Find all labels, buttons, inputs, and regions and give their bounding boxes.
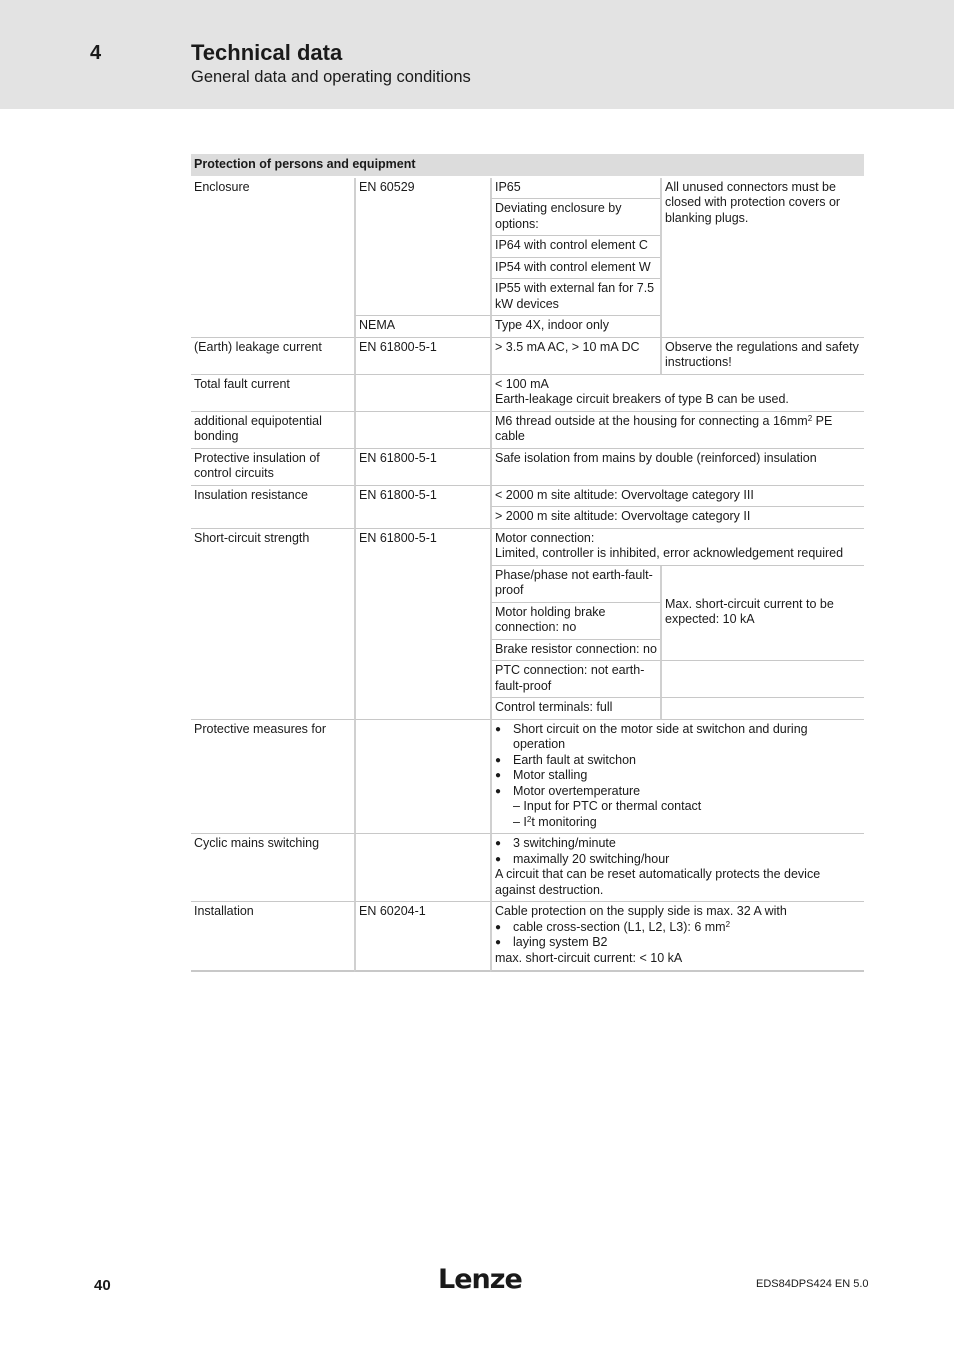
shortcircuit-resistor: Brake resistor connection: no <box>490 640 660 662</box>
measures-sub-1: – Input for PTC or thermal contact <box>513 799 702 813</box>
lenze-logo: Lenze <box>438 1264 522 1295</box>
measures-list <box>495 722 861 800</box>
insulation-label: Protective insulation of control circuits <box>191 449 354 486</box>
resistance-standard: EN 61800-5-1 <box>354 486 490 529</box>
leakage-value: > 3.5 mA AC, > 10 mA DC <box>490 338 660 375</box>
enclosure-label: Enclosure <box>191 178 354 338</box>
protection-table <box>191 154 864 972</box>
enclosure-standard: EN 60529 <box>354 178 490 317</box>
table-title: Protection of persons and equipment <box>191 154 864 178</box>
shortcircuit-motor <box>490 529 864 566</box>
cyclic-value <box>490 834 864 902</box>
bonding-text-b: PE cable <box>495 413 833 443</box>
installation-line-2: max. short-circuit current: < 10 kA <box>495 950 683 965</box>
chapter-title: Technical data <box>191 40 343 65</box>
list-item: ● Motor stalling <box>495 768 861 784</box>
fault-line-1: < 100 mA <box>495 376 549 391</box>
shortcircuit-phase: Phase/phase not earth-fault-proof <box>490 566 660 603</box>
list-item: ● Earth fault at switchon <box>495 753 861 769</box>
enclosure-ip65: IP65 <box>490 178 660 200</box>
resistance-label: Insulation resistance <box>191 486 354 529</box>
chapter-number: 4 <box>90 42 102 64</box>
resistance-row-2: > 2000 m site altitude: Overvoltage category II <box>490 507 864 529</box>
list-item: ● 3 switching/minute <box>495 836 861 852</box>
document-id: EDS84DPS424 EN 5.0 <box>756 1278 869 1290</box>
fault-value <box>490 375 864 412</box>
fault-label: Total fault current <box>191 375 354 412</box>
leakage-standard: EN 61800-5-1 <box>354 338 490 375</box>
enclosure-standard-nema: NEMA <box>354 316 490 338</box>
list-item: ● laying system B2 <box>495 935 861 951</box>
bonding-standard <box>354 412 490 449</box>
chapter-subtitle: General data and operating conditions <box>191 68 471 86</box>
cyclic-list <box>495 836 861 867</box>
enclosure-ip64: IP64 with control element C <box>490 236 660 258</box>
cyclic-standard <box>354 834 490 902</box>
measures-standard <box>354 720 490 835</box>
measures-label: Protective measures for <box>191 720 354 835</box>
installation-value <box>490 902 864 972</box>
enclosure-type4x: Type 4X, indoor only <box>490 316 660 338</box>
installation-item-1-a: cable cross-section (L1, L2, L3): 6 mm <box>513 919 726 934</box>
shortcircuit-control: Control terminals: full <box>490 698 660 720</box>
measures-sub-2 <box>495 815 861 831</box>
installation-line-1: Cable protection on the supply side is max. 32 A with <box>495 904 787 918</box>
installation-standard: EN 60204-1 <box>354 902 490 972</box>
measures-sub-2-b: t monitoring <box>531 814 597 829</box>
insulation-standard: EN 61800-5-1 <box>354 449 490 486</box>
bonding-value <box>490 412 864 449</box>
shortcircuit-ptc-note <box>660 661 864 698</box>
measures-sub-2-a: – I <box>513 814 527 829</box>
leakage-note: Observe the regulations and safety instructions! <box>660 338 864 375</box>
installation-list <box>495 920 861 951</box>
shortcircuit-motor-line-1: Motor connection: <box>495 530 595 545</box>
insulation-value: Safe isolation from mains by double (reinforced) insulation <box>490 449 864 486</box>
enclosure-ip54: IP54 with control element W <box>490 258 660 280</box>
shortcircuit-standard: EN 61800-5-1 <box>354 529 490 720</box>
bonding-label: additional equipotential bonding <box>191 412 354 449</box>
shortcircuit-label: Short-circuit strength <box>191 529 354 720</box>
shortcircuit-max-current: Max. short-circuit current to be expected: 10 kA <box>660 566 864 662</box>
enclosure-note: All unused connectors must be closed with protection covers or blanking plugs. <box>660 178 864 338</box>
page-header <box>0 0 954 109</box>
bonding-sup: 2 <box>807 413 813 423</box>
fault-line-2: Earth-leakage circuit breakers of type B can be used. <box>495 392 789 406</box>
measures-sub-2-sup: 2 <box>526 814 532 824</box>
fault-standard <box>354 375 490 412</box>
shortcircuit-ptc: PTC connection: not earth-fault-proof <box>490 661 660 698</box>
list-item: ● Short circuit on the motor side at switchon and during operation <box>495 722 861 753</box>
measures-value <box>490 720 864 835</box>
enclosure-deviating: Deviating enclosure by options: <box>490 199 660 236</box>
installation-item-1-sup: 2 <box>725 919 731 929</box>
shortcircuit-control-note <box>660 698 864 720</box>
shortcircuit-brake: Motor holding brake connection: no <box>490 603 660 640</box>
resistance-row-1: < 2000 m site altitude: Overvoltage category III <box>490 486 864 508</box>
list-item <box>495 920 861 936</box>
leakage-label: (Earth) leakage current <box>191 338 354 375</box>
page-number: 40 <box>94 1277 111 1294</box>
list-item: ● Motor overtemperature <box>495 784 861 800</box>
shortcircuit-motor-line-2: Limited, controller is inhibited, error acknowledgement required <box>495 546 844 560</box>
bonding-text-a: M6 thread outside at the housing for connecting a 16mm <box>495 413 808 428</box>
cyclic-label: Cyclic mains switching <box>191 834 354 902</box>
cyclic-note: A circuit that can be reset automatically protects the device against destruction. <box>495 867 821 897</box>
list-item: ● maximally 20 switching/hour <box>495 852 861 868</box>
installation-label: Installation <box>191 902 354 972</box>
enclosure-ip55: IP55 with external fan for 7.5 kW devices <box>490 279 660 316</box>
